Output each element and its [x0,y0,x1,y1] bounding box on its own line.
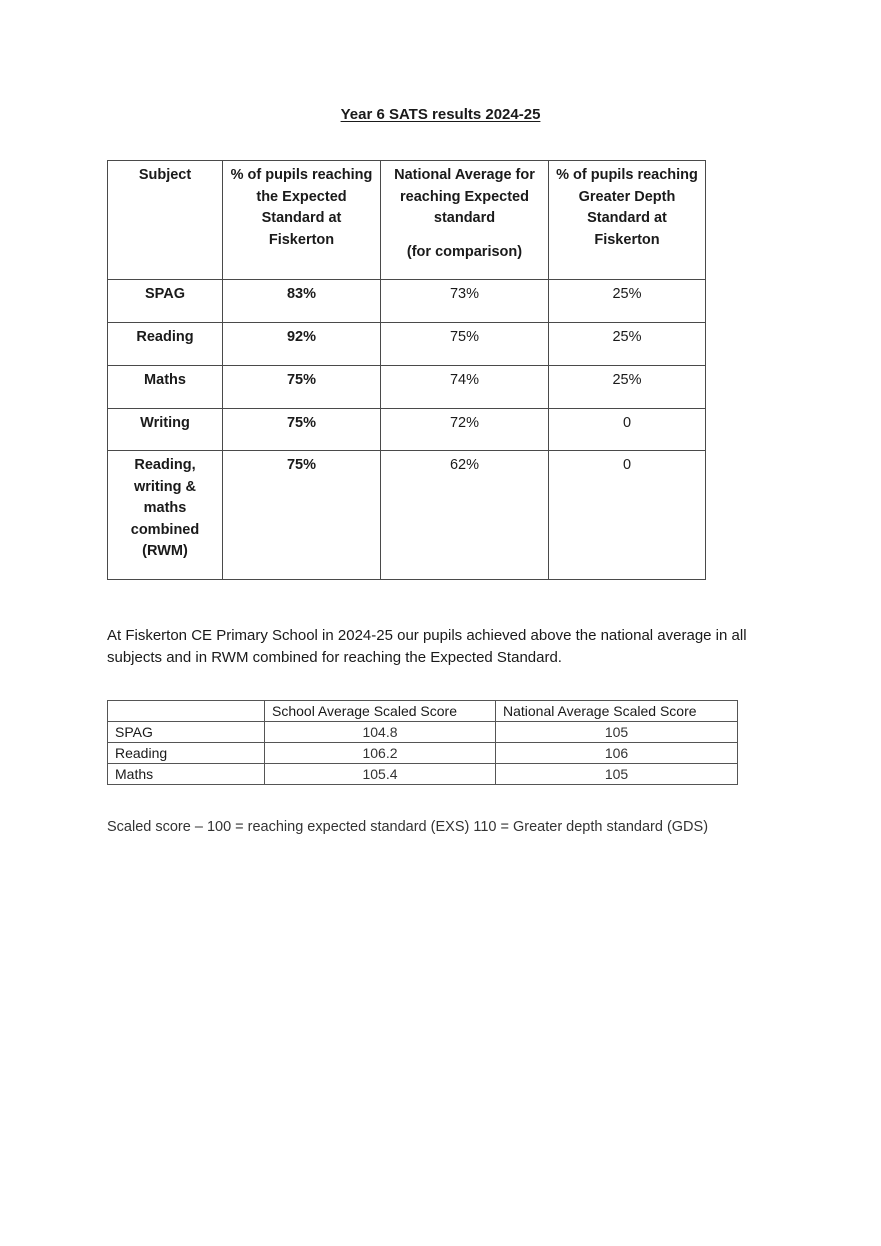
greater-depth-cell: 0 [549,451,706,580]
subject-cell: Reading, writing & maths combined (RWM) [108,451,223,580]
greater-depth-cell: 0 [549,409,706,451]
school-expected-cell: 75% [223,366,381,409]
school-expected-cell: 83% [223,280,381,323]
header-school-expected: % of pupils reaching the Expected Standard at Fiskerton [223,161,381,280]
header-blank [108,701,265,722]
national-expected-cell: 62% [381,451,549,580]
subject-cell: Maths [108,366,223,409]
national-score-cell: 105 [496,764,738,785]
header-national-average: National Average Scaled Score [496,701,738,722]
table-row [108,722,738,743]
table-row [108,366,706,409]
table-row [108,323,706,366]
table-row [108,280,706,323]
school-expected-cell: 75% [223,451,381,580]
page-title: Year 6 SATS results 2024-25 [340,106,541,123]
scaled-score-footnote: Scaled score – 100 = reaching expected standard (EXS) 110 = Greater depth standard (GDS) [107,819,709,835]
school-expected-cell: 92% [223,323,381,366]
subject-cell: Writing [108,409,223,451]
national-score-cell: 106 [496,743,738,764]
table-row [108,764,738,785]
header-national-expected-label: National Average for reaching Expected standard [394,167,535,226]
results-header-row [108,161,706,280]
table-row [108,409,706,451]
greater-depth-cell: 25% [549,366,706,409]
scaled-scores-table [107,700,738,785]
national-expected-cell: 75% [381,323,549,366]
subject-cell: Maths [108,764,265,785]
national-expected-cell: 72% [381,409,549,451]
school-expected-cell: 75% [223,409,381,451]
table-row [108,451,706,580]
subject-cell: Reading [108,743,265,764]
school-score-cell: 105.4 [265,764,496,785]
national-expected-cell: 74% [381,366,549,409]
subject-cell: Reading [108,323,223,366]
greater-depth-cell: 25% [549,280,706,323]
table-row [108,743,738,764]
header-school-average: School Average Scaled Score [265,701,496,722]
subject-cell: SPAG [108,722,265,743]
summary-paragraph: At Fiskerton CE Primary School in 2024-25 our pupils achieved above the national average in all subjects and in RWM combined for reaching the Expected Standard. [107,627,747,666]
sats-results-table [107,160,706,580]
subject-cell: SPAG [108,280,223,323]
scores-header-row [108,701,738,722]
header-comparison-note: (for comparison) [406,243,523,260]
school-score-cell: 104.8 [265,722,496,743]
header-subject: Subject [108,161,223,280]
national-score-cell: 105 [496,722,738,743]
national-expected-cell: 73% [381,280,549,323]
header-national-expected [381,161,549,280]
header-school-greater-depth: % of pupils reaching Greater Depth Standard at Fiskerton [549,161,706,280]
greater-depth-cell: 25% [549,323,706,366]
school-score-cell: 106.2 [265,743,496,764]
